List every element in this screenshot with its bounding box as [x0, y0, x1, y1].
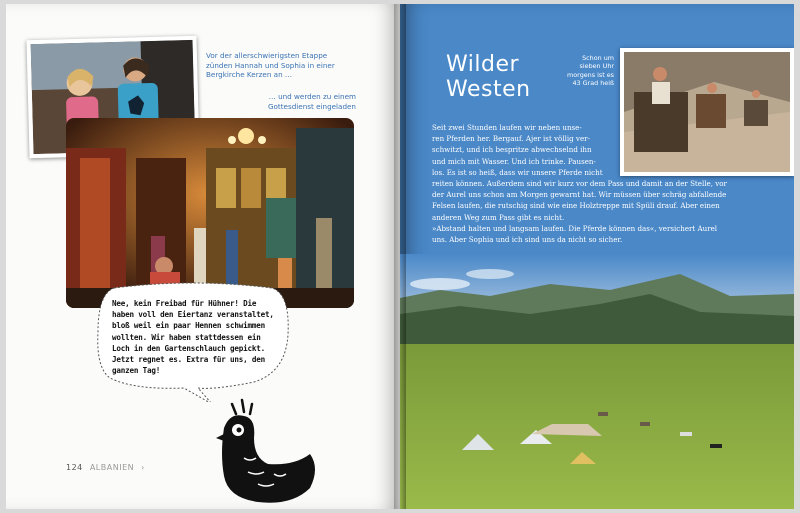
caption-service: … und werden zu einem Gottesdienst eingeladen	[267, 92, 356, 111]
page-footer	[66, 463, 145, 472]
body-line: ren Pferden her. Bergauf. Ajer ist völlig ver-	[432, 134, 590, 144]
body-line: uns. Aber Sophia und ich sind uns da nicht so sicher.	[432, 235, 623, 245]
landscape-photo	[400, 254, 794, 509]
body-line: los. Es ist so heiß, dass wir unsere Pferde nicht	[432, 167, 603, 177]
body-line: Felsen laufen, die rutschig sind wie eine Holztreppe mit Spüli drauf. Aber einen	[432, 201, 720, 211]
paragraph-1	[432, 122, 782, 223]
body-line: reiten können. Außerdem sind wir kurz vor dem Pass und damit an der Stelle, vor	[432, 179, 727, 189]
chapter-label: ALBANIEN	[89, 463, 135, 472]
church-interior-photo	[66, 118, 354, 308]
photo-caption: Schon um sieben Uhr morgens ist es 43 Grad heiß	[567, 54, 614, 88]
paragraph-2	[432, 223, 782, 245]
body-line: anderen Weg zum Pass gibt es nicht.	[432, 212, 565, 222]
chapter-suffix: ›	[141, 463, 145, 472]
body-text	[432, 122, 782, 245]
title-line-2: Westen	[446, 77, 531, 102]
caption-candles: Vor der allerschwierigsten Etappe zünden Hannah und Sophia in einer Bergkirche Kerzen an …	[206, 51, 335, 80]
book-spine	[394, 4, 406, 509]
body-line: und mich mit Wasser. Und ich trinke. Pausen-	[432, 156, 596, 166]
body-line: »Abstand halten und langsam laufen. Die Pferde können das«, versichert Aurel	[432, 223, 718, 233]
right-page	[400, 4, 794, 509]
title-line-1: Wilder	[446, 52, 520, 77]
chicken-illustration	[214, 398, 322, 508]
body-line: Seit zwei Stunden laufen wir neben unse-	[432, 123, 582, 132]
page-number: 124	[66, 463, 83, 472]
chapter-title	[446, 52, 531, 102]
speech-bubble-text: Nee, kein Freibad für Hühner! Die haben voll den Eiertanz veranstaltet, bloß weil ein paar Hennen schwimmen wollten. Wir haben stattdessen ein Loch in den Gartenschlauch gepickt. Jetzt regnet es. Extra für uns, den ganzen Tag!	[112, 299, 274, 376]
body-line: der Aurel uns schon am Morgen gewarnt hat. Wir müssen über schräg abfallende	[432, 190, 727, 200]
body-line: schwitzt, und ich bespritze abwechselnd ihn	[432, 145, 592, 155]
